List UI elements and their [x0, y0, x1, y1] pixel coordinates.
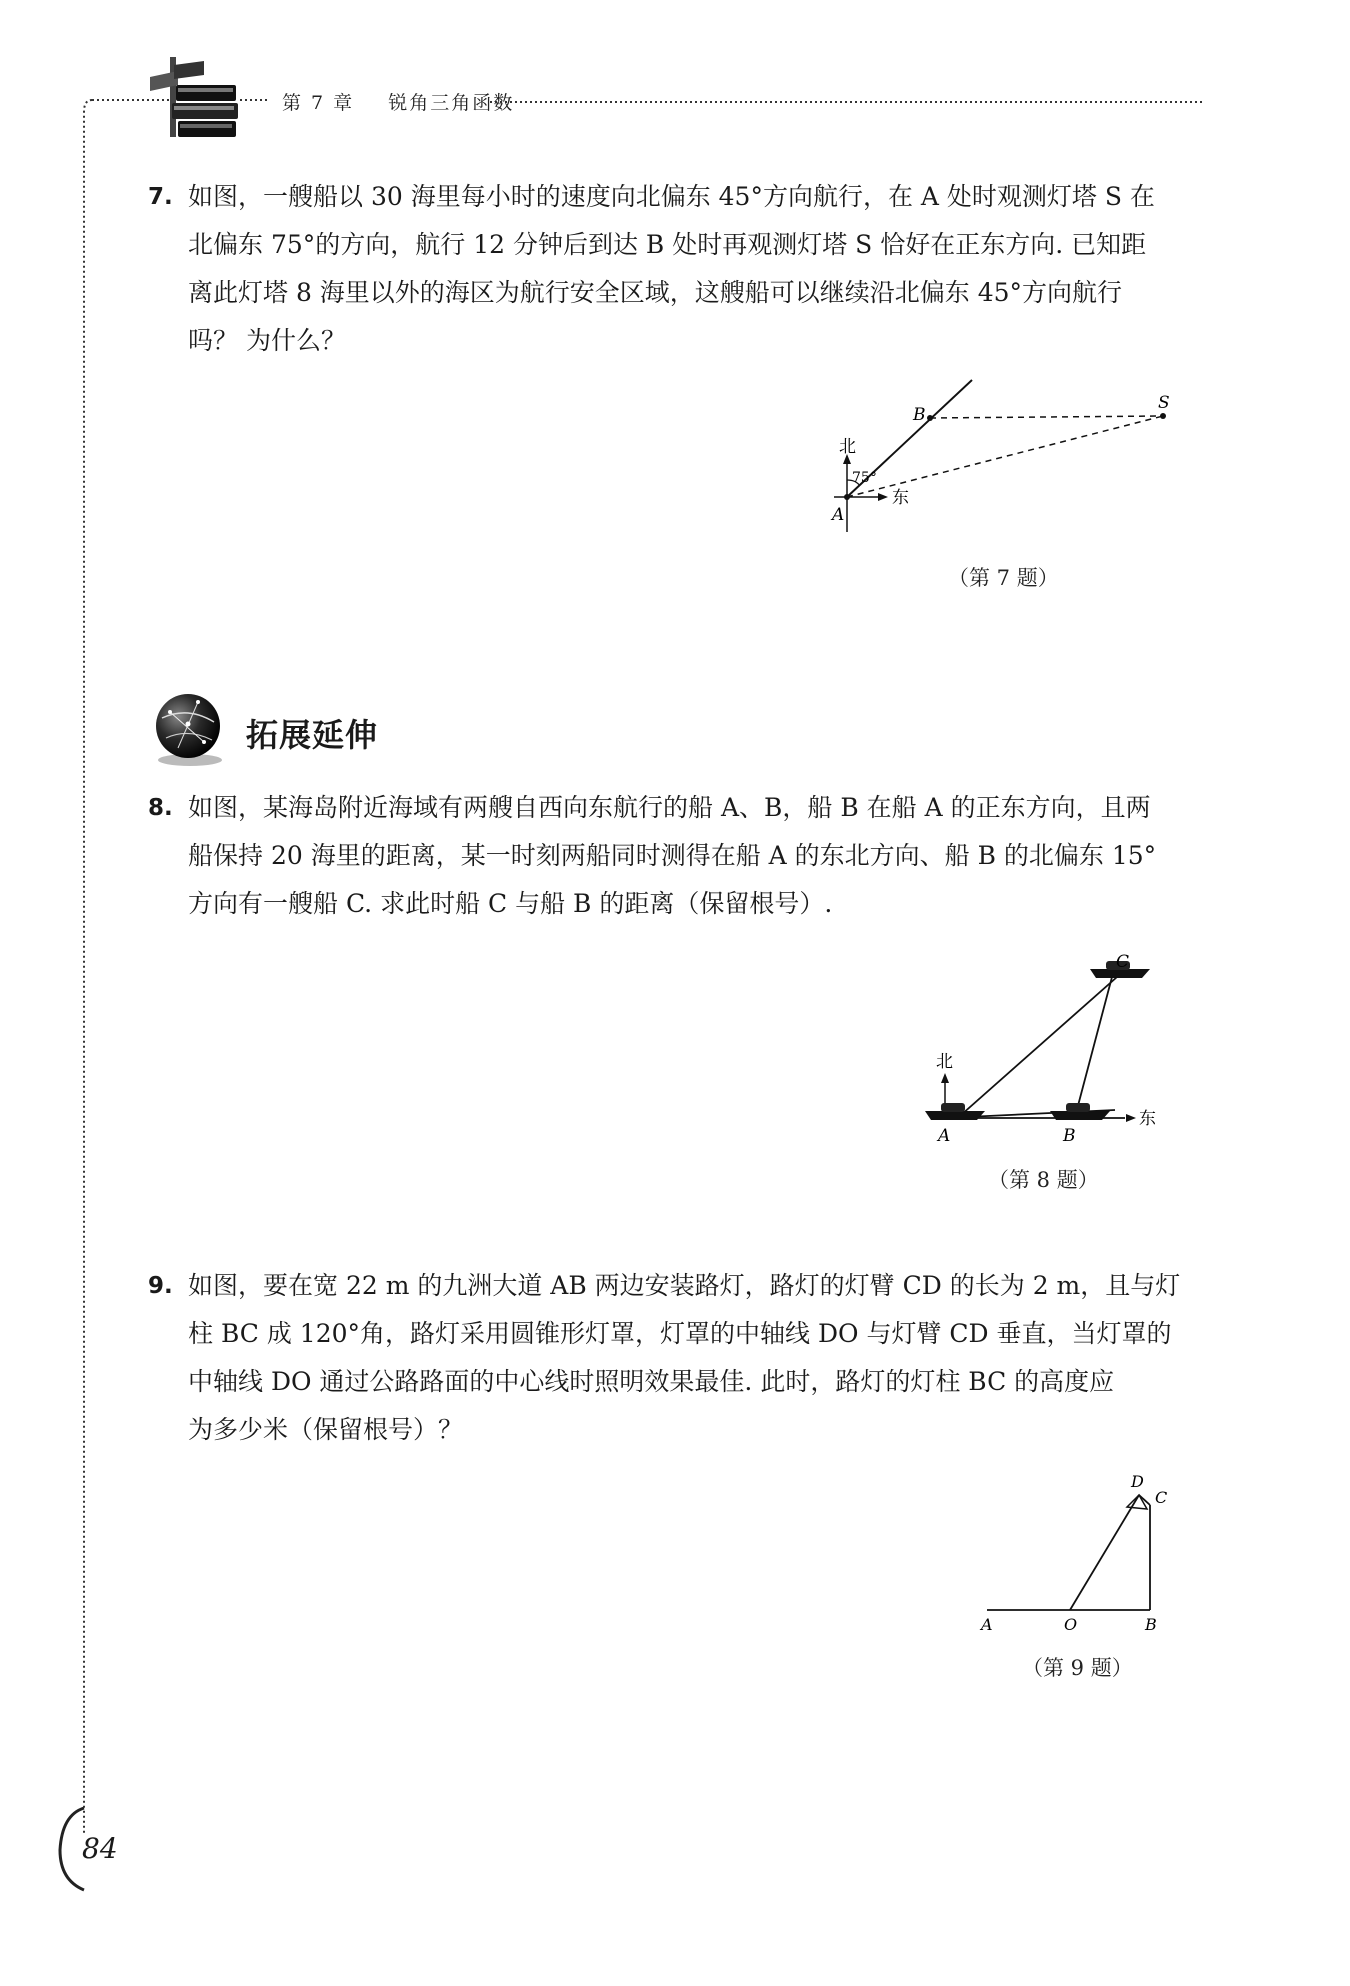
label-c: C	[1116, 952, 1130, 972]
label-b: B	[1063, 1126, 1076, 1145]
section-title: 拓展延伸	[246, 716, 379, 754]
problem-line: 如图，要在宽 22 m 的九洲大道 AB 两边安装路灯，路灯的灯臂 CD 的长为 2 m，且与灯	[188, 1271, 1181, 1300]
angle-label: 75°	[852, 470, 877, 486]
page-number: 84	[82, 1832, 118, 1865]
chapter-number: 第 7 章	[282, 92, 355, 114]
header-chapter	[282, 88, 514, 115]
figure-8	[910, 945, 1180, 1145]
figure-8-caption: （第 8 题）	[988, 1168, 1099, 1192]
label-d: D	[1131, 1472, 1144, 1491]
problem-number: 8.	[148, 795, 173, 821]
problem-9	[148, 1262, 1208, 1454]
globe-icon	[148, 688, 230, 770]
label-a: A	[938, 1126, 951, 1145]
problem-line: 船保持 20 海里的距离，某一时刻两船同时测得在船 A 的东北方向、船 B 的北偏东 15°	[188, 841, 1157, 870]
problem-number: 9.	[148, 1273, 173, 1299]
problem-line: 如图，某海岛附近海域有两艘自西向东航行的船 A、B，船 B 在船 A 的正东方向，且两	[188, 793, 1151, 822]
problem-7	[148, 173, 1208, 365]
east-label: 东	[892, 488, 909, 508]
problem-line: 为多少米（保留根号）？	[188, 1415, 464, 1444]
label-c: C	[1155, 1488, 1168, 1507]
problem-line: 如图，一艘船以 30 海里每小时的速度向北偏东 45°方向航行，在 A 处时观测灯塔 S 在	[188, 182, 1155, 211]
ship-a-icon	[925, 1103, 985, 1120]
ship-b-icon	[1050, 1103, 1110, 1120]
label-a: A	[832, 505, 845, 525]
figure-9-caption: （第 9 题）	[1022, 1656, 1133, 1680]
book-stack-icon	[148, 55, 243, 145]
label-s: S	[1158, 393, 1170, 413]
label-o: O	[1064, 1615, 1078, 1634]
label-a: A	[981, 1615, 993, 1634]
problem-line: 离此灯塔 8 海里以外的海区为航行安全区域，这艘船可以继续沿北偏东 45°方向航行	[188, 278, 1123, 307]
figure-9	[975, 1465, 1185, 1635]
problem-line: 中轴线 DO 通过公路路面的中心线时照明效果最佳. 此时，路灯的灯柱 BC 的高度应	[188, 1367, 1115, 1396]
label-b: B	[1145, 1615, 1157, 1634]
north-label: 北	[839, 437, 856, 457]
figure-7	[820, 370, 1190, 540]
problem-line: 北偏东 75°的方向，航行 12 分钟后到达 B 处时再观测灯塔 S 恰好在正东方向. 已知距	[188, 230, 1147, 259]
problem-8	[148, 784, 1208, 928]
figure-7-caption: （第 7 题）	[948, 566, 1059, 590]
chapter-title: 锐角三角函数	[388, 92, 515, 114]
east-label: 东	[1139, 1109, 1156, 1129]
problem-number: 7.	[148, 184, 173, 210]
problem-line: 吗？ 为什么？	[188, 326, 346, 355]
north-label: 北	[936, 1052, 953, 1072]
label-b: B	[913, 405, 926, 425]
problem-line: 柱 BC 成 120°角，路灯采用圆锥形灯罩，灯罩的中轴线 DO 与灯臂 CD 垂直，当灯罩的	[188, 1319, 1172, 1348]
problem-line: 方向有一艘船 C. 求此时船 C 与船 B 的距离（保留根号）.	[188, 889, 833, 918]
